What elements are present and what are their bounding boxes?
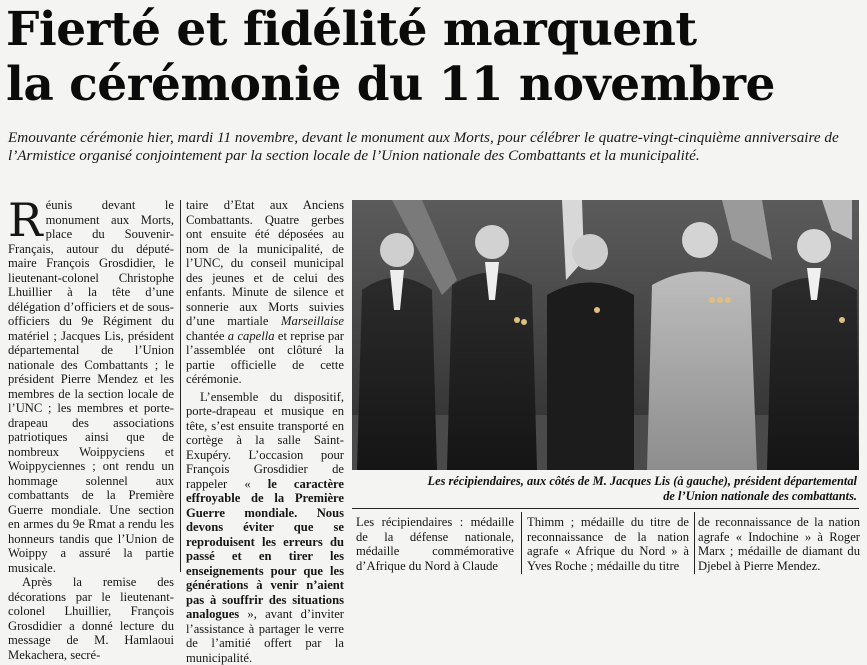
col2-p1-italic-acapella: a capella xyxy=(228,329,275,343)
recipients-text-2: Thimm ; médaille du titre de reconnaissance de la nation agrafe « Afrique du Nord » à Yves Roche ; médaille du titre xyxy=(527,515,689,573)
column-rule-3 xyxy=(694,512,695,574)
headline-line-1: Fierté et fidélité marquent xyxy=(6,2,866,57)
col2-p2-quote-bold: le caractère effroyable de la Première Guerre mondiale. Nous devons éviter que se reproduisent les erreurs du passé et en tirer les enseignements pour que les générations à venir n’aient pas à souffrir des situations analogues xyxy=(186,477,344,622)
col2-p1-text-c: et reprise par l’assemblée ont clôturé la partie officielle de cette cérémonie. xyxy=(186,329,344,387)
col2-p2-text-a: L’ensemble du dispositif, porte-drapeau et musique en tête, s’est ensuite transporté en cortège à la salle Saint-Exupéry. L’occasion pour François Grosdidier de rappeler « xyxy=(186,390,344,491)
caption-line-2: de l’Union nationale des combattants. xyxy=(352,489,857,504)
col2-p1-italic-marseillaise: Marseillaise xyxy=(281,314,344,328)
recipients-column-1 xyxy=(356,515,514,573)
col1-paragraph-2: Après la remise des décorations par le lieutenant-colonel Lhuillier, François Grosdidier a donné lecture du message de M. Hamlaoui Mekachera, secré- xyxy=(8,575,174,662)
lede-paragraph: Emouvante cérémonie hier, mardi 11 novembre, devant le monument aux Morts, pour célébrer le quatre-vingt-cinquième anniversaire de l’Armistice organisé conjointement par la section locale de l’Union nationale des Combattants et la municipalité. xyxy=(8,129,860,165)
article-column-2 xyxy=(186,198,344,665)
caption-line-1: Les récipiendaires, aux côtés de M. Jacques Lis (à gauche), président départemental xyxy=(352,474,857,489)
recipients-text-1: Les récipiendaires : médaille de la défense nationale, médaille commémorative d’Afrique du Nord à Claude xyxy=(356,515,514,573)
col2-p1-text-b: chantée xyxy=(186,329,228,343)
ceremony-photo xyxy=(352,200,859,470)
recipients-column-3 xyxy=(698,515,860,573)
caption-rule xyxy=(352,508,859,509)
column-rule-1 xyxy=(180,200,181,572)
col1-paragraph-1 xyxy=(8,198,174,575)
recipients-column-2 xyxy=(527,515,689,573)
col2-p1-text-a: taire d’Etat aux Anciens Combattants. Quatre gerbes ont ensuite été déposées au nom de la municipalité, de l’UNC, du conseil municipal des jeunes et de celui des enfants. Minute de silence et sonnerie aux Morts suivies d’une martiale xyxy=(186,198,344,328)
article-column-1 xyxy=(8,198,174,662)
recipients-text-3: de reconnaissance de la nation agrafe « Indochine » à Roger Marx ; médaille de diamant du Djebel à Pierre Mendez. xyxy=(698,515,860,573)
col2-paragraph-1 xyxy=(186,198,344,387)
col1-paragraph-1-text: éunis devant le monument aux Morts, place du Souvenir-Français, autour du député-maire François Grosdidier, le lieutenant-colonel Christophe Lhuillier à la tête d’une délégation d’officiers et de sous-officiers du 9e Régiment du matériel ; Jacques Lis, président départemental de l’Union nationale des Combattants ; le président Pierre Mendez et les membres de la section locale de l’UNC ; les membres et porte-drapeau des associations patriotiques ainsi que de nombreux Woippyciens et Woippyciennes ; ont rendu un hommage solennel aux combattants de la Première Guerre mondiale. Une section en armes du 9e Rmat a rendu les honneurs tandis que l’Union de Woippy a assuré la partie musicale. xyxy=(8,198,174,575)
dropcap-letter: R xyxy=(8,200,43,240)
col2-p2-text-b: », avant d’inviter l’assistance à partager le verre de l’amitié offert par la municipalité. xyxy=(186,607,344,665)
photo-caption xyxy=(352,474,857,503)
photo-illustration xyxy=(352,200,859,470)
headline xyxy=(6,2,866,112)
column-rule-2 xyxy=(521,512,522,574)
col2-paragraph-2 xyxy=(186,390,344,665)
headline-line-2: la cérémonie du 11 novembre xyxy=(6,57,866,112)
